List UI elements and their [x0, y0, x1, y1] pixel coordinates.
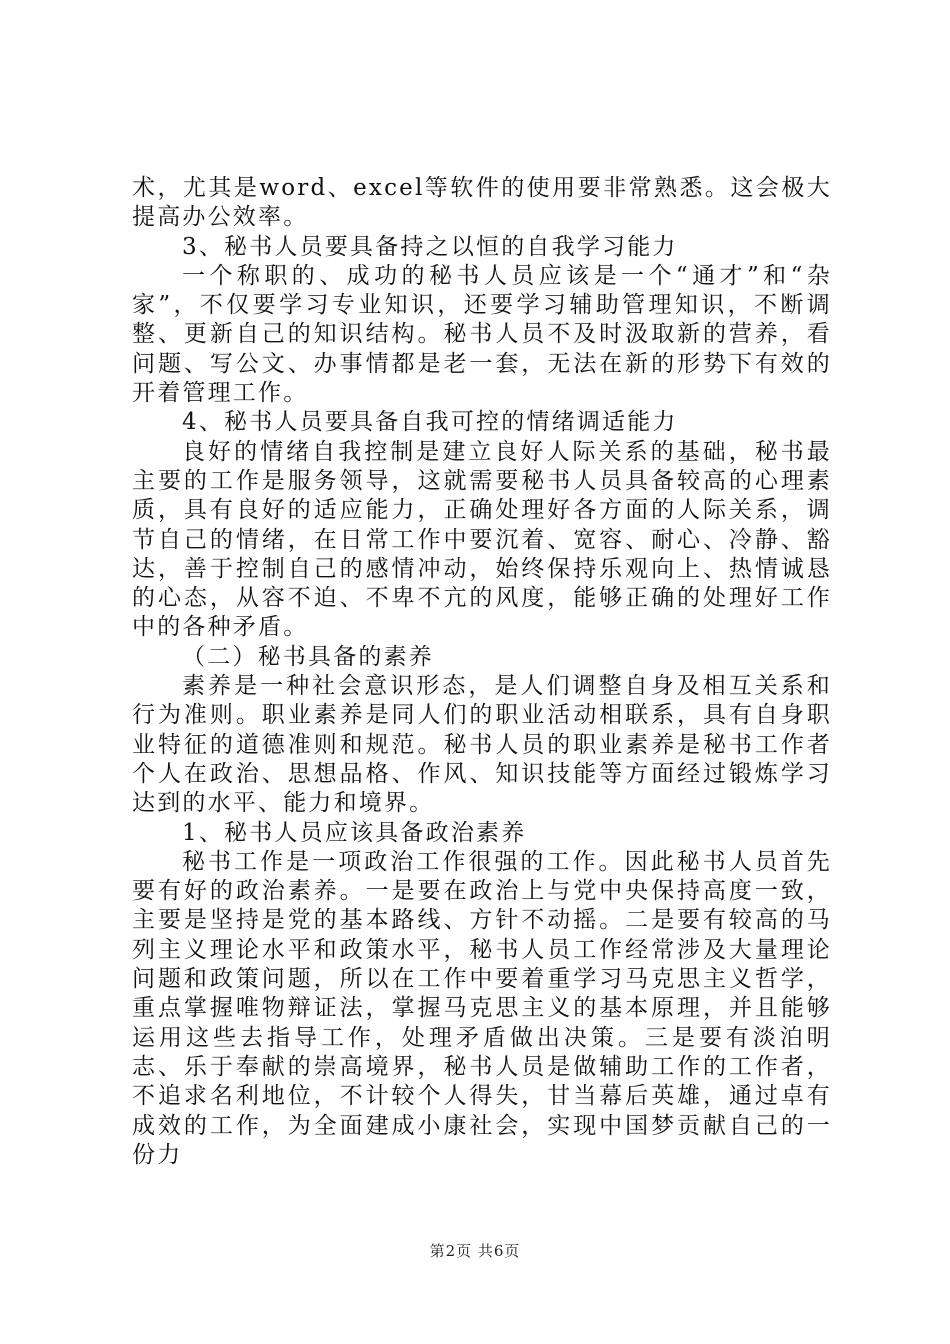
paragraph-literacy: 素养是一种社会意识形态，是人们调整自身及相互关系和行为准则。职业素养是同人们的职业活动相联系，具有自身职业特征的道德准则和规范。秘书人员的职业素养是秘书工作者个人在政治、思想品格、作风、知识技能等方面经过锻炼学习达到的水平、能力和境界。 — [132, 673, 832, 817]
paragraph-political-literacy: 秘书工作是一项政治工作很强的工作。因此秘书人员首先要有好的政治素养。一是要在政治上与党中央保持高度一致，主要是坚持是党的基本路线、方针不动摇。二是要有较高的马列主义理论水平和政策水平，秘书人员工作经常涉及大量理论问题和政策问题，所以在工作中要着重学习马克思主义哲学，重点掌握唯物辩证法，掌握马克思主义的基本原理，并且能够运用这些去指导工作，处理矛盾做出决策。三是要有淡泊明志、乐于奉献的崇高境界，秘书人员是做辅助工作的工作者，不追求名利地位，不计较个人得失，甘当幕后英雄，通过卓有成效的工作，为全面建成小康社会，实现中国梦贡献自己的一份力 — [132, 848, 832, 1168]
section-heading-political-literacy: 1、秘书人员应该具备政治素养 — [182, 819, 527, 846]
paragraph-continuation: 术，尤其是word、excel等软件的使用要非常熟悉。这会极大提高办公效率。 — [132, 175, 832, 231]
paragraph-emotion-control: 良好的情绪自我控制是建立良好人际关系的基础，秘书最主要的工作是服务领导，这就需要秘书人员具备较高的心理素质，具有良好的适应能力，正确处理好各方面的人际关系，调节自己的情绪，在日常工作中要沉着、宽容、耐心、冷静、豁达，善于控制自己的感情冲动，始终保持乐观向上、热情诚恳的心态，从容不迫、不卑不亢的风度，能够正确的处理好工作中的各种矛盾。 — [132, 438, 832, 641]
section-heading-literacy: （二）秘书具备的素养 — [182, 643, 434, 670]
section-heading-self-learning: 3、秘书人员要具备持之以恒的自我学习能力 — [182, 233, 678, 260]
section-heading-emotion-control: 4、秘书人员要具备自我可控的情绪调适能力 — [182, 409, 678, 436]
paragraph-self-learning: 一个称职的、成功的秘书人员应该是一个“通才”和“杂家”，不仅要学习专业知识，还要学习辅助管理知识，不断调整、更新自己的知识结构。秘书人员不及时汲取新的营养，看问题、写公文、办事情都是老一套，无法在新的形势下有效的开着管理工作。 — [132, 262, 832, 407]
document-body — [132, 174, 832, 1170]
page-number-footer: 第2页 共6页 — [429, 1242, 521, 1260]
